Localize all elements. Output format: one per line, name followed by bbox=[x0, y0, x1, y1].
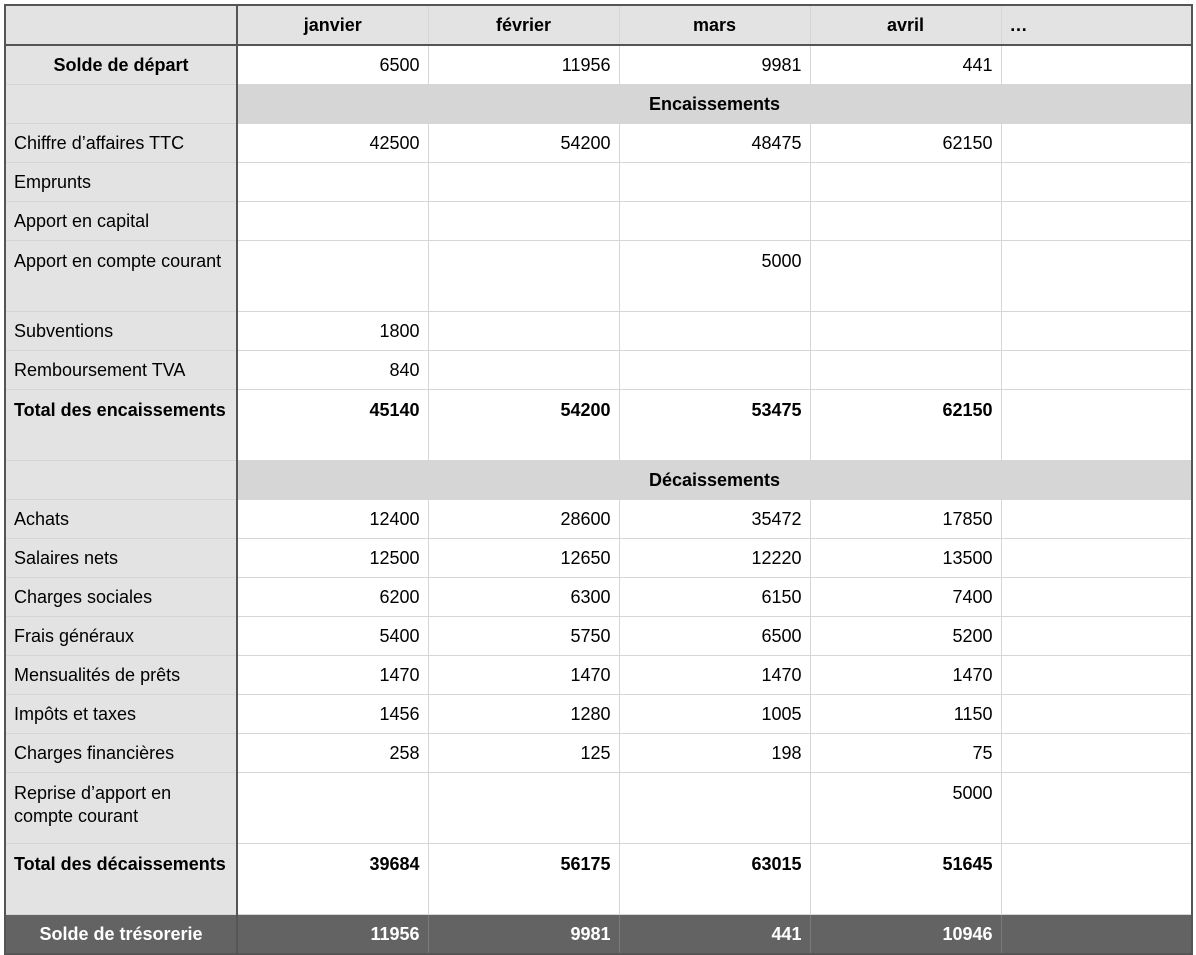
cell-value bbox=[810, 163, 1001, 202]
section-title: Encaissements bbox=[237, 85, 1192, 124]
cell-value bbox=[1001, 124, 1192, 163]
table-row bbox=[5, 578, 1192, 617]
solde-tresorerie-row bbox=[5, 915, 1192, 955]
header-row bbox=[5, 5, 1192, 45]
cell-value: 198 bbox=[619, 734, 810, 773]
header-month: janvier bbox=[237, 5, 428, 45]
cell-value bbox=[237, 202, 428, 241]
cash-flow-table bbox=[4, 4, 1193, 955]
cell-value: 1456 bbox=[237, 695, 428, 734]
header-month: février bbox=[428, 5, 619, 45]
cell-value bbox=[1001, 500, 1192, 539]
cell-value: 441 bbox=[619, 915, 810, 955]
cell-value bbox=[1001, 844, 1192, 915]
cell-value bbox=[237, 241, 428, 312]
cell-value bbox=[1001, 241, 1192, 312]
row-label: Remboursement TVA bbox=[5, 351, 237, 390]
cell-value bbox=[810, 351, 1001, 390]
cell-value bbox=[1001, 390, 1192, 461]
section-decaissements bbox=[5, 461, 1192, 500]
row-label: Impôts et taxes bbox=[5, 695, 237, 734]
row-label: Charges financières bbox=[5, 734, 237, 773]
cell-value bbox=[1001, 617, 1192, 656]
cell-value: 1280 bbox=[428, 695, 619, 734]
total-encaissements-row bbox=[5, 390, 1192, 461]
row-label: Mensualités de prêts bbox=[5, 656, 237, 695]
header-month: avril bbox=[810, 5, 1001, 45]
cell-value bbox=[619, 773, 810, 844]
cell-value: 9981 bbox=[428, 915, 619, 955]
cell-value: 1800 bbox=[237, 312, 428, 351]
row-label: Salaires nets bbox=[5, 539, 237, 578]
cell-value: 5400 bbox=[237, 617, 428, 656]
cell-value bbox=[428, 163, 619, 202]
cell-value bbox=[810, 202, 1001, 241]
cell-value: 12220 bbox=[619, 539, 810, 578]
row-label: Charges sociales bbox=[5, 578, 237, 617]
cell-value: 258 bbox=[237, 734, 428, 773]
cell-value: 54200 bbox=[428, 124, 619, 163]
table-row bbox=[5, 124, 1192, 163]
table-row bbox=[5, 695, 1192, 734]
table-row bbox=[5, 539, 1192, 578]
cell-value: 5200 bbox=[810, 617, 1001, 656]
cell-value bbox=[1001, 915, 1192, 955]
cell-value bbox=[428, 241, 619, 312]
section-label-empty bbox=[5, 85, 237, 124]
cell-value: 56175 bbox=[428, 844, 619, 915]
cell-value: 1150 bbox=[810, 695, 1001, 734]
cell-value: 125 bbox=[428, 734, 619, 773]
row-label: Emprunts bbox=[5, 163, 237, 202]
cell-value bbox=[237, 163, 428, 202]
cell-value: 11956 bbox=[237, 915, 428, 955]
cell-value: 12500 bbox=[237, 539, 428, 578]
row-label: Apport en capital bbox=[5, 202, 237, 241]
cell-value: 54200 bbox=[428, 390, 619, 461]
cell-value: 51645 bbox=[810, 844, 1001, 915]
table-row bbox=[5, 163, 1192, 202]
cell-value: 42500 bbox=[237, 124, 428, 163]
table-row bbox=[5, 241, 1192, 312]
cell-value: 1470 bbox=[428, 656, 619, 695]
table-row bbox=[5, 734, 1192, 773]
cell-value: 441 bbox=[810, 45, 1001, 85]
cell-value bbox=[1001, 351, 1192, 390]
cell-value: 45140 bbox=[237, 390, 428, 461]
cash-flow-table-wrapper bbox=[4, 4, 1193, 955]
cell-value: 17850 bbox=[810, 500, 1001, 539]
cell-value: 9981 bbox=[619, 45, 810, 85]
cell-value bbox=[428, 312, 619, 351]
row-label: Reprise d’apport en compte courant bbox=[5, 773, 237, 844]
cell-value bbox=[810, 312, 1001, 351]
row-label: Solde de trésorerie bbox=[5, 915, 237, 955]
cell-value: 48475 bbox=[619, 124, 810, 163]
cell-value: 1470 bbox=[810, 656, 1001, 695]
row-label: Frais généraux bbox=[5, 617, 237, 656]
cell-value bbox=[1001, 695, 1192, 734]
row-label: Subventions bbox=[5, 312, 237, 351]
cell-value: 11956 bbox=[428, 45, 619, 85]
cell-value: 5000 bbox=[810, 773, 1001, 844]
cell-value bbox=[1001, 656, 1192, 695]
cell-value: 12650 bbox=[428, 539, 619, 578]
cell-value bbox=[1001, 539, 1192, 578]
cell-value: 13500 bbox=[810, 539, 1001, 578]
cell-value bbox=[1001, 773, 1192, 844]
solde-depart-row bbox=[5, 45, 1192, 85]
row-label: Total des encaissements bbox=[5, 390, 237, 461]
cell-value: 6200 bbox=[237, 578, 428, 617]
section-label-empty bbox=[5, 461, 237, 500]
cell-value: 35472 bbox=[619, 500, 810, 539]
cell-value: 62150 bbox=[810, 390, 1001, 461]
cell-value: 5000 bbox=[619, 241, 810, 312]
row-label: Apport en compte courant bbox=[5, 241, 237, 312]
table-row bbox=[5, 617, 1192, 656]
cell-value: 1470 bbox=[237, 656, 428, 695]
cell-value bbox=[1001, 312, 1192, 351]
cell-value bbox=[619, 163, 810, 202]
cell-value: 6150 bbox=[619, 578, 810, 617]
cell-value bbox=[619, 351, 810, 390]
row-label: Total des décaissements bbox=[5, 844, 237, 915]
cell-value bbox=[1001, 578, 1192, 617]
row-label: Chiffre d’affaires TTC bbox=[5, 124, 237, 163]
header-month: mars bbox=[619, 5, 810, 45]
total-decaissements-row bbox=[5, 844, 1192, 915]
cell-value bbox=[1001, 45, 1192, 85]
cell-value: 39684 bbox=[237, 844, 428, 915]
table-row bbox=[5, 773, 1192, 844]
table-row bbox=[5, 202, 1192, 241]
table-row bbox=[5, 351, 1192, 390]
cell-value bbox=[428, 773, 619, 844]
table-row bbox=[5, 500, 1192, 539]
cell-value: 840 bbox=[237, 351, 428, 390]
cell-value: 28600 bbox=[428, 500, 619, 539]
table-row bbox=[5, 312, 1192, 351]
section-title: Décaissements bbox=[237, 461, 1192, 500]
cell-value: 53475 bbox=[619, 390, 810, 461]
cell-value bbox=[1001, 163, 1192, 202]
cell-value bbox=[1001, 202, 1192, 241]
cell-value bbox=[810, 241, 1001, 312]
cell-value: 10946 bbox=[810, 915, 1001, 955]
cell-value bbox=[428, 202, 619, 241]
cell-value: 63015 bbox=[619, 844, 810, 915]
cell-value: 1470 bbox=[619, 656, 810, 695]
header-corner bbox=[5, 5, 237, 45]
cell-value bbox=[1001, 734, 1192, 773]
cell-value: 75 bbox=[810, 734, 1001, 773]
cell-value: 12400 bbox=[237, 500, 428, 539]
cell-value: 62150 bbox=[810, 124, 1001, 163]
cell-value: 5750 bbox=[428, 617, 619, 656]
table-row bbox=[5, 656, 1192, 695]
cell-value: 1005 bbox=[619, 695, 810, 734]
cell-value: 6500 bbox=[237, 45, 428, 85]
section-encaissements bbox=[5, 85, 1192, 124]
row-label: Solde de départ bbox=[5, 45, 237, 85]
cell-value: 6500 bbox=[619, 617, 810, 656]
row-label: Achats bbox=[5, 500, 237, 539]
header-ellipsis: … bbox=[1001, 5, 1192, 45]
cell-value: 6300 bbox=[428, 578, 619, 617]
cell-value bbox=[237, 773, 428, 844]
cell-value: 7400 bbox=[810, 578, 1001, 617]
cell-value bbox=[619, 312, 810, 351]
cell-value bbox=[619, 202, 810, 241]
cell-value bbox=[428, 351, 619, 390]
